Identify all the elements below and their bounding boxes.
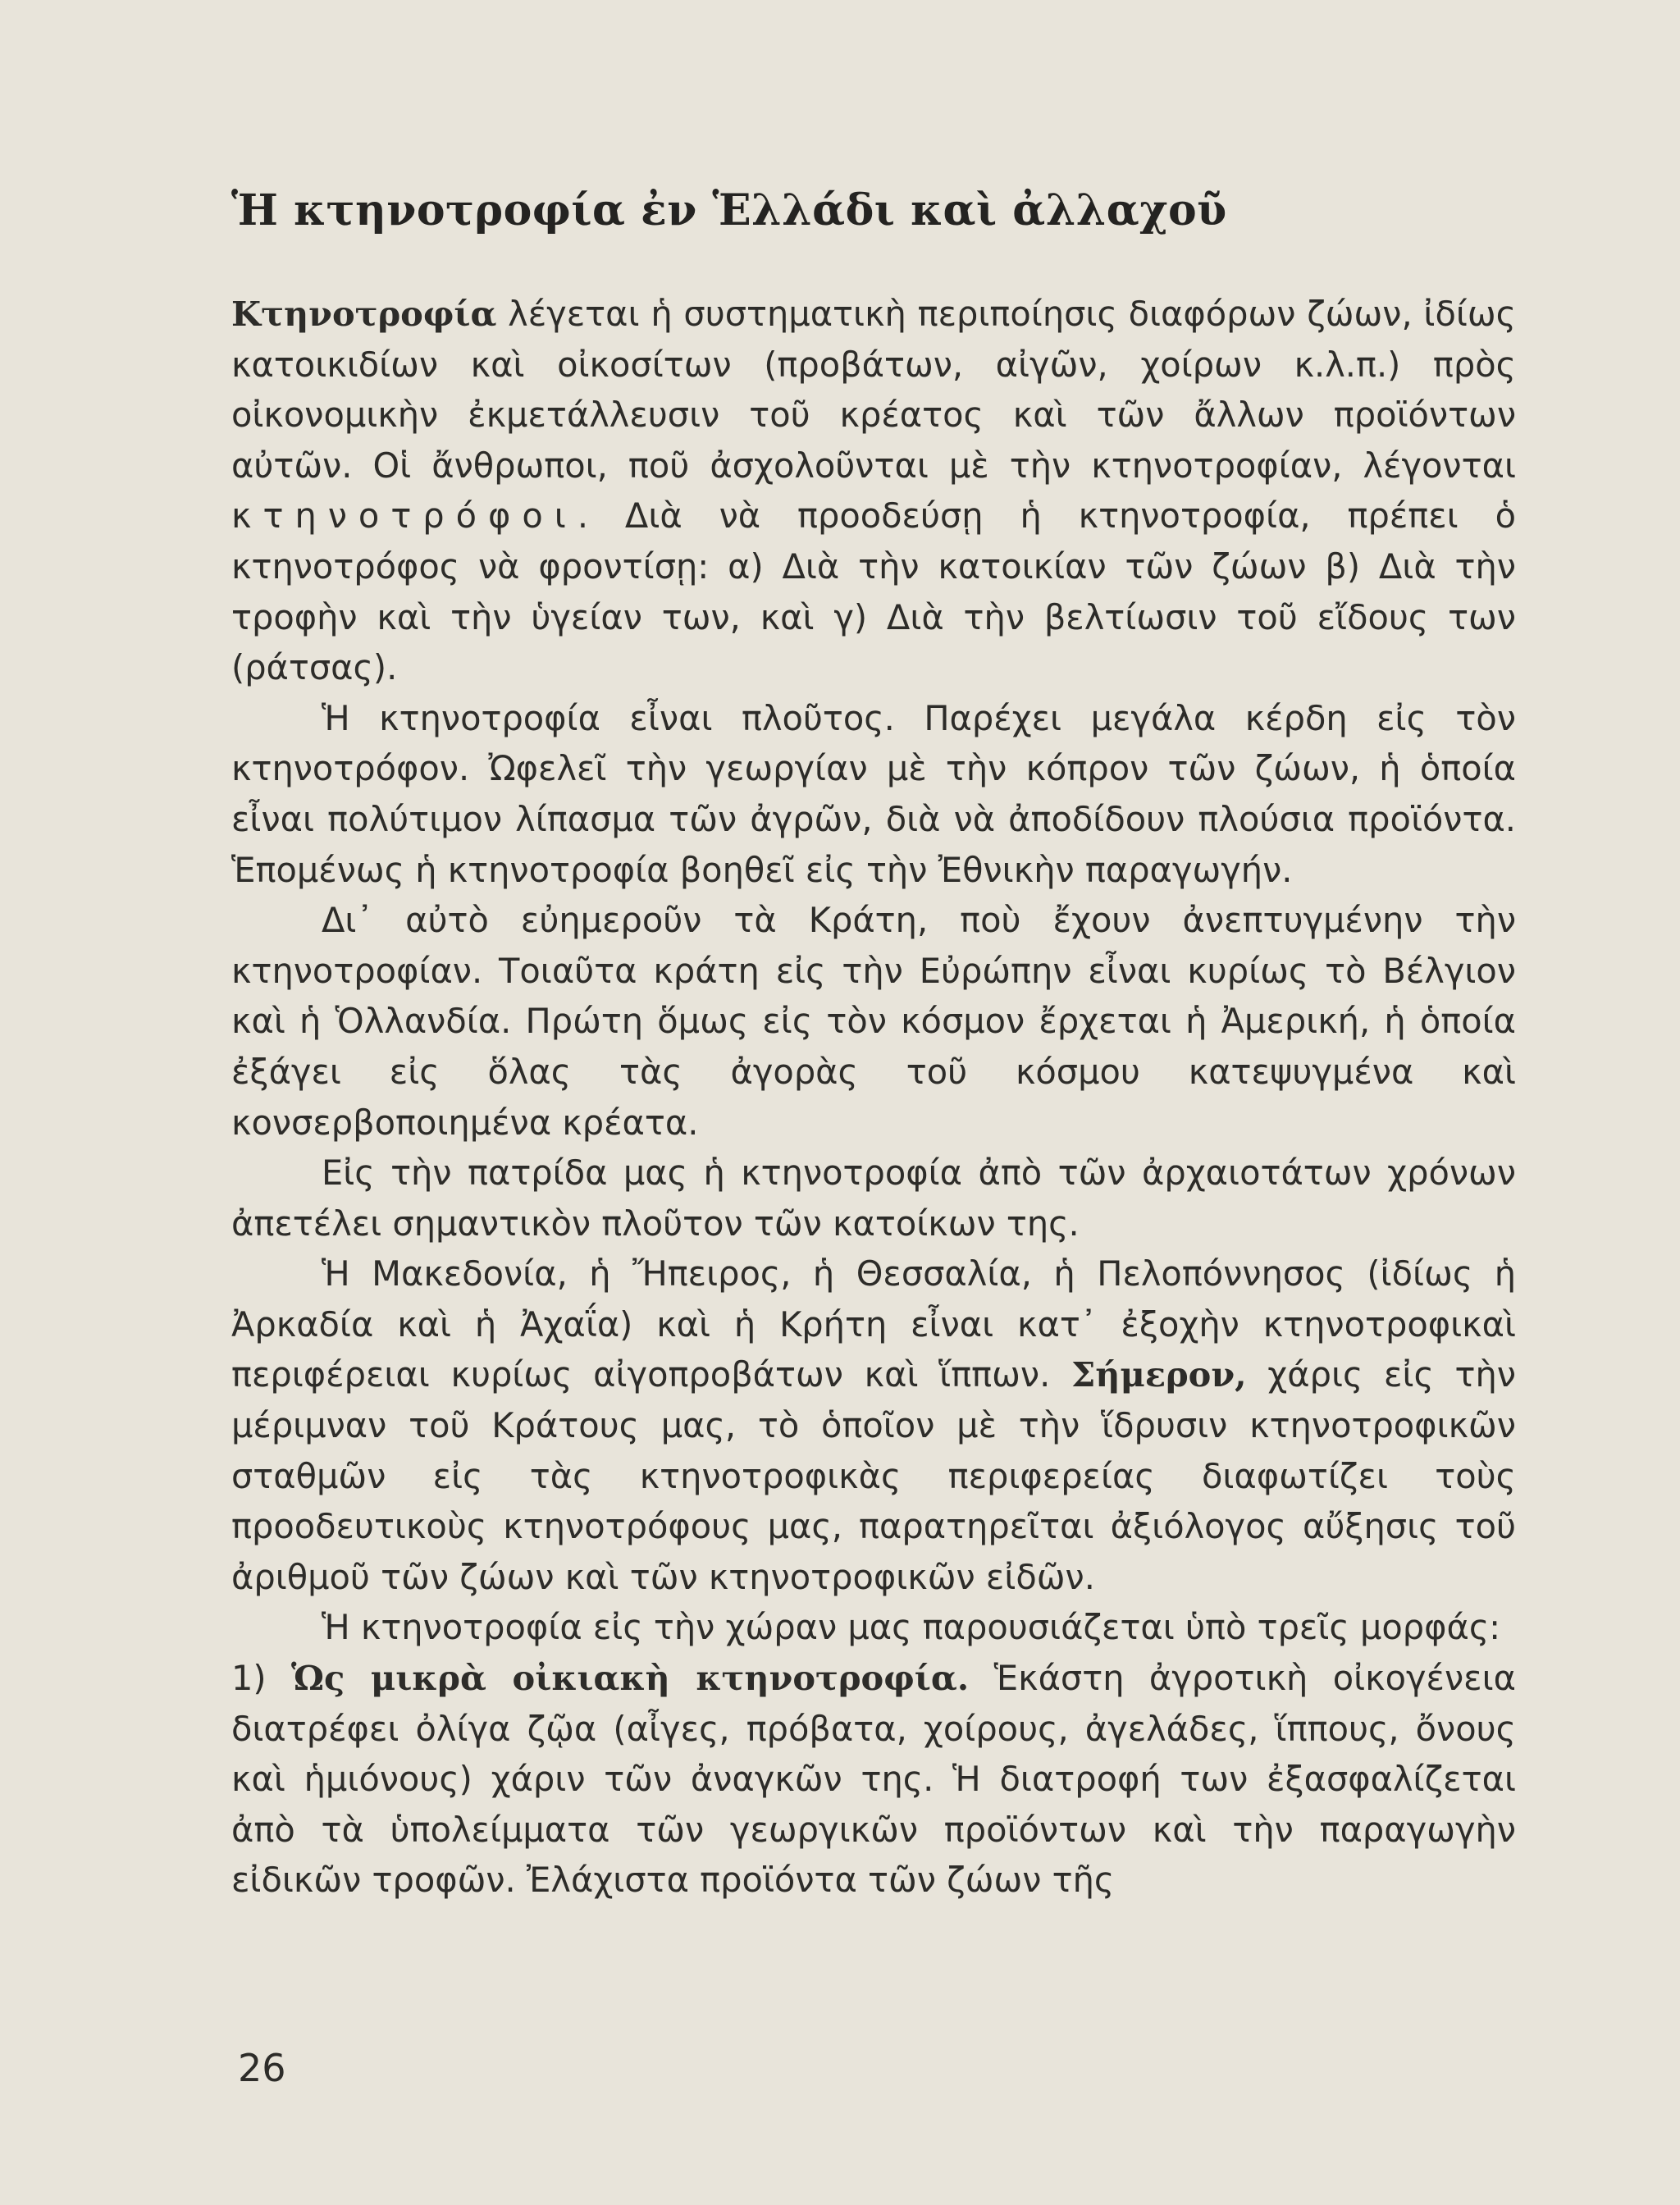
chapter-title: Ἡ κτηνοτροφία ἐν Ἑλλάδι καὶ ἀλλαχοῦ bbox=[231, 185, 1227, 235]
paragraph-states: Δι᾽ αὐτὸ εὐημεροῦν τὰ Κράτη, ποὺ ἔχουν ἀνεπτυγμένην τὴν κτηνοτροφίαν. Τοιαῦτα κράτη εἰς τὴν Εὐρώπην εἶναι κυρίως τὸ Βέλγιον καὶ ἡ Ὁλλανδία. Πρώτη ὅμως εἰς τὸν κόσμον ἔρχεται ἡ Ἀμερική, ἡ ὁποία ἐξάγει εἰς ὅλας τὰς ἀγορὰς τοῦ κόσμου κατεψυγμένα καὶ κονσερβοποιημένα κρέατα. bbox=[231, 900, 1516, 1143]
page-number: 26 bbox=[238, 2046, 286, 2090]
paragraph-regions-text-a: Ἡ Μακεδονία, ἡ Ἤπειρος, ἡ Θεσσαλία, ἡ Πελοπόννησος (ἰδίως ἡ Ἀρκαδία καὶ ἡ Ἀχαΐα) καὶ ἡ Κρήτη εἶναι κατ᾽ ἐξοχὴν κτηνοτροφικαὶ περιφέρειαι κυρίως αἰγοπροβάτων καὶ ἵππων. bbox=[231, 1253, 1516, 1395]
paragraph-form-one-text: Ἑκάστη ἀγροτικὴ οἰκογένεια διατρέφει ὀλίγα ζῷα (αἶγες, πρόβατα, χοίρους, ἀγελάδες, ἵππους, ὄνους καὶ ἡμιόνους) χάριν τῶν ἀναγκῶν της. Ἡ διατροφή των ἐξασφαλίζεται ἀπὸ τὰ ὑπολείμματα τῶν γεωργικῶν προϊόντων καὶ τὴν παραγωγὴν εἰδικῶν τροφῶν. Ἐλάχιστα προϊόντα τῶν ζώων τῆς bbox=[231, 1658, 1516, 1901]
paragraph-definition bbox=[231, 289, 1516, 693]
term-ktinotrofia: Κτηνοτροφία bbox=[231, 294, 497, 334]
paragraph-definition-text-b: . Διὰ νὰ προοδεύσῃ ἡ κτηνοτροφία, πρέπει ὁ κτηνοτρόφος νὰ φροντίσῃ: α) Διὰ τὴν κατοικίαν τῶν ζώων β) Διὰ τὴν τροφὴν καὶ τὴν ὑγείαν των, καὶ γ) Διὰ τὴν βελτίωσιν τοῦ εἴδους των (ράτσας). bbox=[231, 495, 1516, 688]
term-home-livestock: Ὡς μικρὰ οἰκιακὴ κτηνοτροφία. bbox=[290, 1658, 970, 1699]
spaced-term-ktinotrofoi: κτηνοτρόφοι bbox=[231, 495, 578, 536]
paragraph-homeland: Εἰς τὴν πατρίδα μας ἡ κτηνοτροφία ἀπὸ τῶν ἀρχαιοτάτων χρόνων ἀπετέλει σημαντικὸν πλοῦτον τῶν κατοίκων της. bbox=[231, 1153, 1516, 1244]
paragraph-form-one bbox=[231, 1653, 1516, 1906]
paragraph-wealth: Ἡ κτηνοτροφία εἶναι πλοῦτος. Παρέχει μεγάλα κέρδη εἰς τὸν κτηνοτρόφον. Ὠφελεῖ τὴν γεωργίαν μὲ τὴν κόπρον τῶν ζώων, ἡ ὁποία εἶναι πολύτιμον λίπασμα τῶν ἀγρῶν, διὰ νὰ ἀποδίδουν πλούσια προϊόντα. Ἑπομένως ἡ κτηνοτροφία βοηθεῖ εἰς τὴν Ἐθνικὴν παραγωγήν. bbox=[231, 697, 1516, 890]
body-text bbox=[231, 289, 1516, 1906]
paragraph-regions-text-b: χάρις εἰς τὴν μέριμναν τοῦ Κράτους μας, τὸ ὁποῖον μὲ τὴν ἵδρυσιν κτηνοτροφικῶν σταθμῶν εἰς τὰς κτηνοτροφικὰς περιφερείας διαφωτίζει τοὺς προοδευτικοὺς κτηνοτρόφους μας, παρατηρεῖται ἀξιόλογος αὔξησις τοῦ ἀριθμοῦ τῶν ζώων καὶ τῶν κτηνοτροφικῶν εἰδῶν. bbox=[231, 1354, 1516, 1597]
paragraph-definition-text-a: λέγεται ἡ συστηματικὴ περιποίησις διαφόρων ζώων, ἰδίως κατοικιδίων καὶ οἰκοσίτων (προβάτων, αἰγῶν, χοίρων κ.λ.π.) πρὸς οἰκονομικὴν ἐκμετάλλευσιν τοῦ κρέατος καὶ τῶν ἄλλων προϊόντων αὐτῶν. Οἱ ἄνθρωποι, ποῦ ἀσχολοῦνται μὲ τὴν κτηνοτροφίαν, λέγονται bbox=[231, 294, 1516, 486]
paragraph-forms: Ἡ κτηνοτροφία εἰς τὴν χώραν μας παρουσιάζεται ὑπὸ τρεῖς μορφάς: bbox=[322, 1607, 1501, 1648]
list-number: 1) bbox=[231, 1658, 291, 1699]
paragraph-regions bbox=[231, 1249, 1516, 1602]
term-simeron: Σήμερον, bbox=[1071, 1354, 1247, 1395]
